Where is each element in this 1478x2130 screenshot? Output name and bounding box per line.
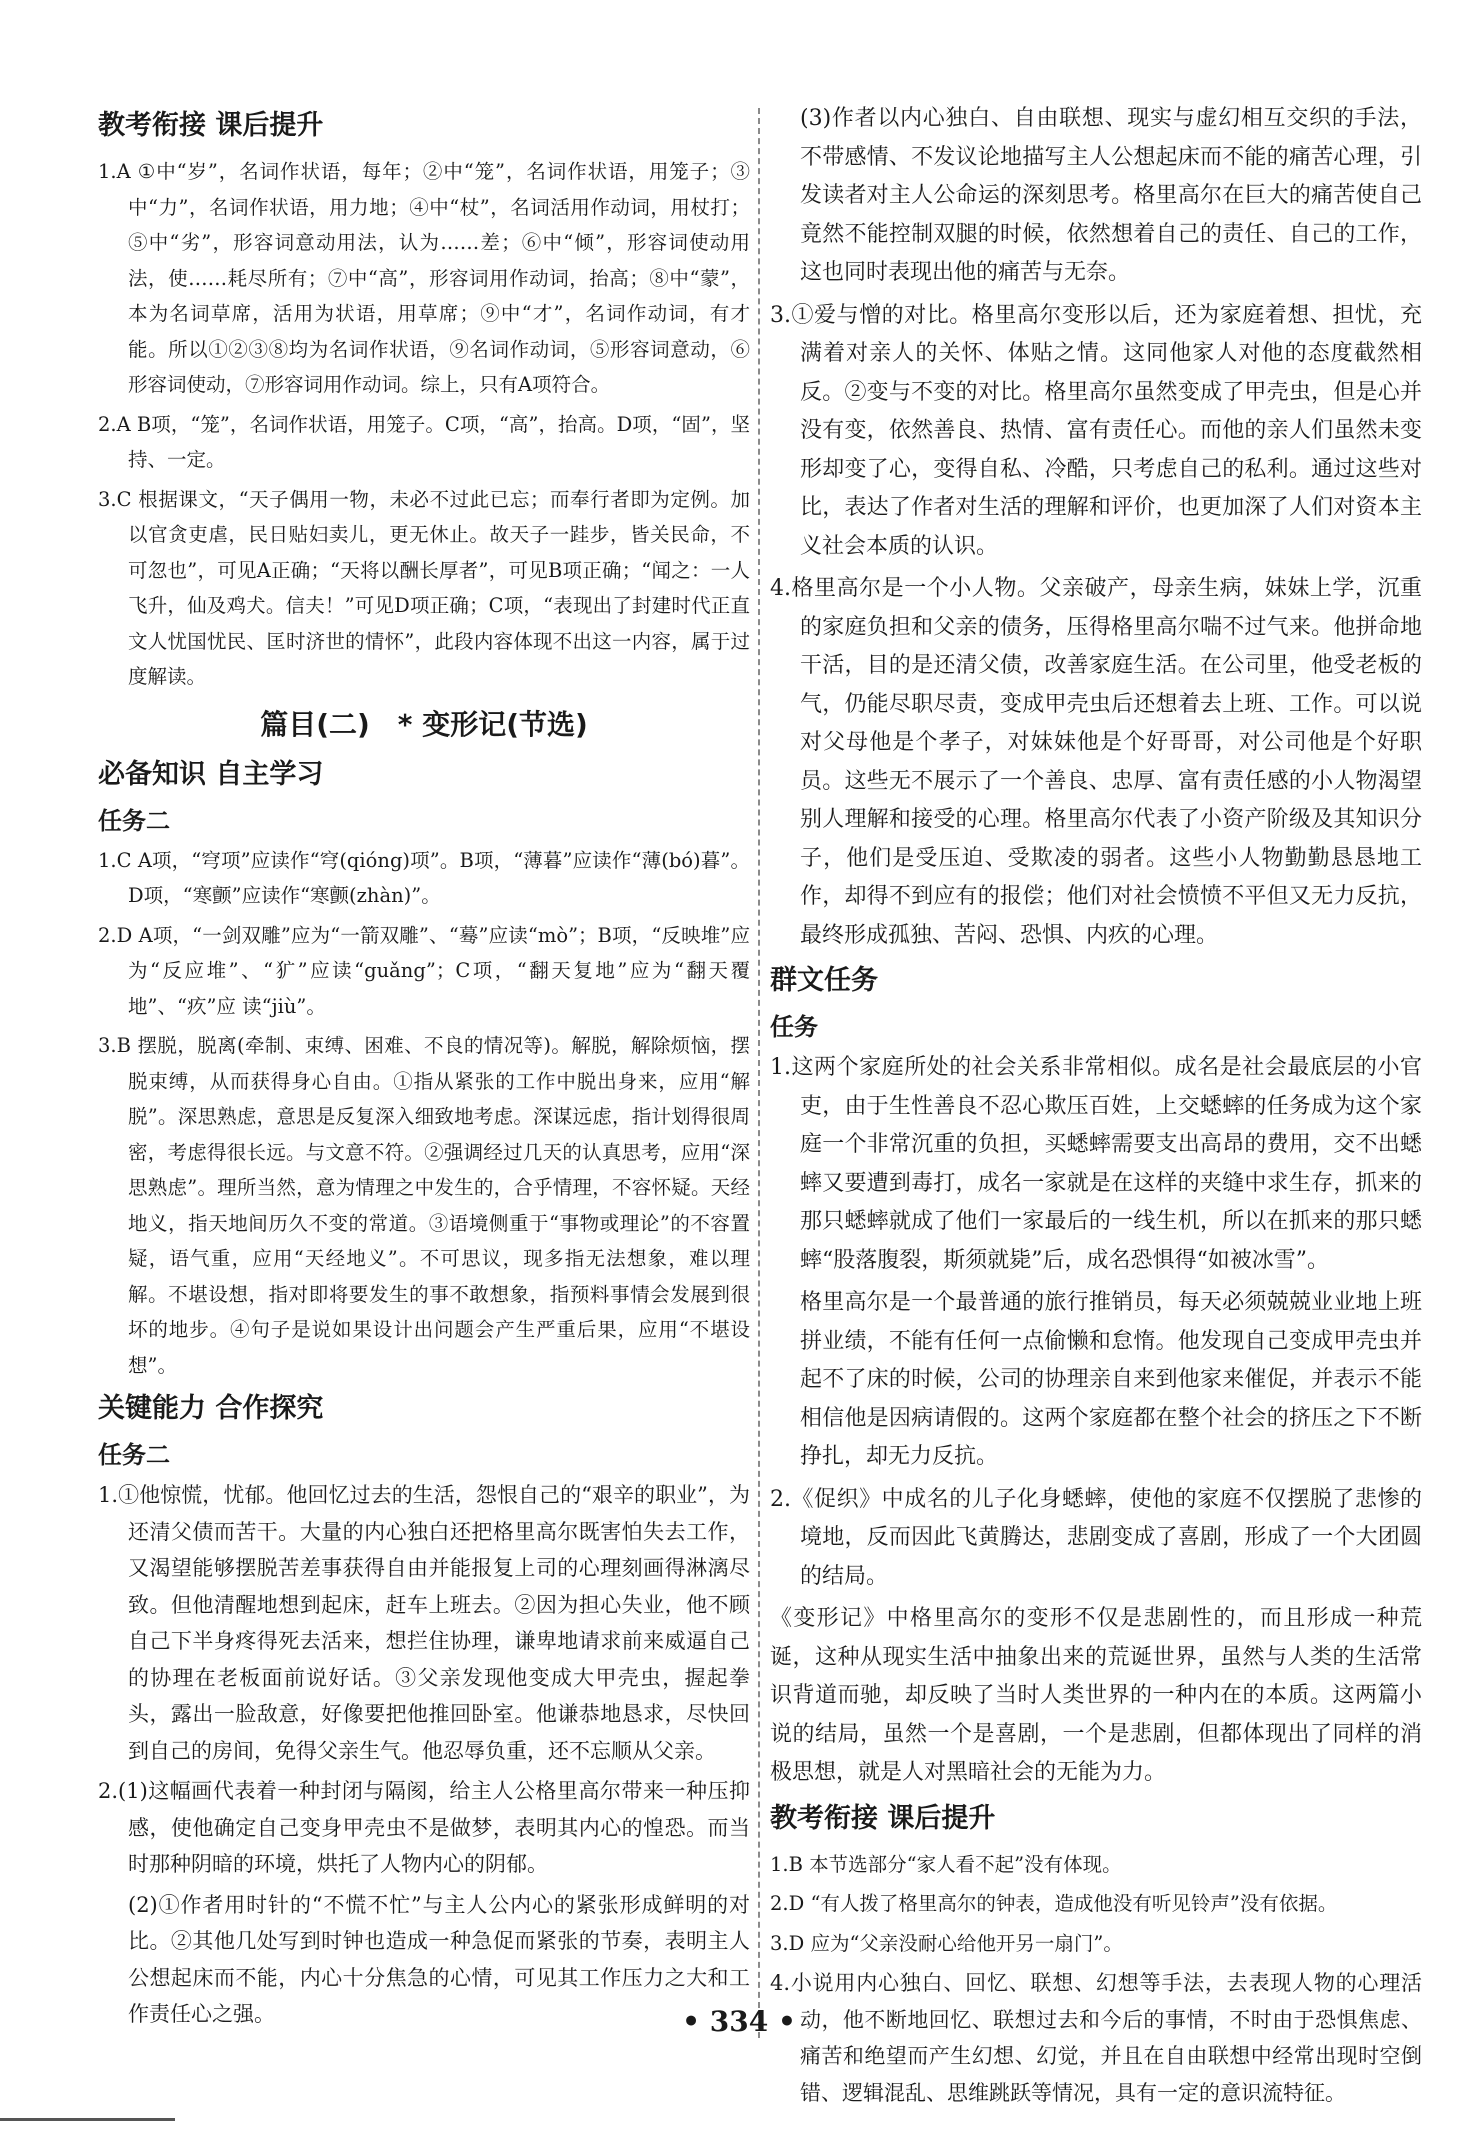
page-number: • 334 • xyxy=(682,2005,796,2038)
answer-paragraph: 《变形记》中格里高尔的变形不仅是悲剧性的，而且形成一种荒诞，这种从现实生活中抽象出来的荒诞世界，虽然与人类的生活常识背道而驰，却反映了当时人类世界的一种内在的本质。这两篇小说的结局，虽然一个是喜剧，一个是悲剧，但都体现出了同样的消极思想，就是人对黑暗社会的无能为力。 xyxy=(770,1606,1422,1785)
column-divider xyxy=(758,108,760,2038)
piece-title xyxy=(98,703,750,747)
section-title-group-task: 群文任务 xyxy=(770,965,878,996)
left-column xyxy=(98,100,750,2037)
answer-item: 1.A ①中“岁”，名词作状语，每年；②中“笼”，名词作状语，用笼子；③中“力”，名词作状语，用力地；④中“杖”，名词活用作动词，用杖打；⑤中“劣”，形容词意动用法，认为……差；⑥中“倾”，形容词使动用法，使……耗尽所有；⑦中“高”，形容词用作动词，抬高；⑧中“蒙”，本为名词草席，活用为状语，用草席；⑨中“才”，名词作动词，有才能。所以①②③⑧均为名词作状语，⑨名词作动词，⑤形容词意动，⑥形容词使动，⑦形容词用作动词。综上，只有A项符合。 xyxy=(98,160,750,396)
section-title-lesson-extension: 教考衔接 课后提升 xyxy=(98,110,324,141)
answer-item: 2.(1)这幅画代表着一种封闭与隔阂，给主人公格里高尔带来一种压抑感，使他确定自己变身甲壳虫不是做梦，表明其内心的惶恐。而当时那种阴暗的环境，烘托了人物内心的阴郁。 xyxy=(98,1779,750,1876)
answer-paragraph: (2)①作者用时针的“不慌不忙”与主人公内心的紧张形成鲜明的对比。②其他几处写到时钟也造成一种急促而紧张的节奏，表明主人公想起床而不能，内心十分焦急的心情，可见其工作压力之大和工作责任心之强。 xyxy=(128,1892,750,2026)
task-label: 任务二 xyxy=(98,806,170,835)
task-label: 任务 xyxy=(770,1013,818,1041)
answer-item: 1.B 本节选部分“家人看不起”没有体现。 xyxy=(770,1852,1122,1876)
answer-item: 1.C A项，“穹项”应读作“穹(qióng)项”。B项，“薄暮”应读作“薄(bó)暮”。D项，“寒颤”应读作“寒颤(zhàn)”。 xyxy=(98,848,750,907)
answer-item: 3.B 摆脱，脱离(牵制、束缚、困难、不良的情况等)。解脱，解除烦恼，摆脱束缚，从而获得身心自由。①指从紧张的工作中脱出身来，应用“解脱”。深思熟虑，意思是反复深入细致地考虑。深谋远虑，指计划得很周密，考虑得很长远。与文意不符。②强调经过几天的认真思考，应用“深思熟虑”。理所当然，意为情理之中发生的，合乎情理，不容怀疑。天经地义，指天地间历久不变的常道。③语境侧重于“事物或理论”的不容置疑，语气重，应用“天经地义”。不可思议，现多指无法想象，难以理解。不堪设想，指对即将要发生的事不敢想象，指预料事情会发展到很坏的地步。④句子是说如果设计出问题会产生严重后果，应用“不堪设想”。 xyxy=(98,1034,750,1377)
footer-rule xyxy=(0,2118,175,2121)
answer-item: 2.D “有人拨了格里高尔的钟表，造成他没有听见铃声”没有依据。 xyxy=(770,1892,1338,1915)
piece-label: 篇目(二) xyxy=(260,707,370,741)
answer-item: 3.①爱与憎的对比。格里高尔变形以后，还为家庭着想、担忧，充满着对亲人的关怀、体贴之情。这同他家人对他的态度截然相反。②变与不变的对比。格里高尔虽然变成了甲壳虫，但是心并没有变，依然善良、热情、富有责任心。而他的亲人们虽然未变形却变了心，变得自私、冷酷，只考虑自己的私利。通过这些对比，表达了作者对生活的理解和评价，也更加深了人们对资本主义社会本质的认识。 xyxy=(770,302,1422,559)
task-label: 任务二 xyxy=(98,1441,170,1469)
section-title-key-ability: 关键能力 合作探究 xyxy=(98,1393,324,1424)
answer-item: 4.小说用内心独白、回忆、联想、幻想等手法，去表现人物的心理活动，他不断地回忆、联想过去和今后的事情，不时由于恐惧焦虑、痛苦和绝望而产生幻想、幻觉，并且在自由联想中经常出现时空倒错、逻辑混乱、思维跳跃等情况，具有一定的意识流特征。 xyxy=(770,1971,1422,2105)
piece-name: * 变形记(节选) xyxy=(397,707,588,741)
section-title-lesson-extension-2: 教考衔接 课后提升 xyxy=(770,1802,996,1834)
answer-item: 3.D 应为“父亲没耐心给他开另一扇门”。 xyxy=(770,1931,1123,1955)
right-column xyxy=(770,100,1422,2115)
answer-item: 3.C 根据课文，“天子偶用一物，未必不过此已忘；而奉行者即为定例。加以官贪吏虐，民日贴妇卖儿，更无休止。故天子一跬步，皆关民命，不可忽也”，可见A正确；“天将以酬长厚者”，可见B项正确；“闻之：一人飞升，仙及鸡犬。信夫！”可见D项正确；C项，“表现出了封建时代正直文人忧国忧民、匡时济世的情怀”，此段内容体现不出这一内容，属于过度解读。 xyxy=(98,487,750,688)
section-title-basic-knowledge: 必备知识 自主学习 xyxy=(98,758,324,790)
answer-paragraph: 格里高尔是一个最普通的旅行推销员，每天必须兢兢业业地上班拼业绩，不能有任何一点偷懒和怠惰。他发现自己变成甲壳虫并起不了床的时候，公司的协理亲自来到他家来催促，并表示不能相信他是因病请假的。这两个家庭都在整个社会的挤压之下不断挣扎，却无力反抗。 xyxy=(800,1290,1422,1469)
answer-item: 1.①他惊慌，忧郁。他回忆过去的生活，怨恨自己的“艰辛的职业”，为还清父债而苦干。大量的内心独白还把格里高尔既害怕失去工作，又渴望能够摆脱苦差事获得自由并能报复上司的心理刻画得淋漓尽致。但他清醒地想到起床，赶车上班去。②因为担心失业，他不顾自己下半身疼得死去活来，想拦住协理，谦卑地请求前来威逼自己的协理在老板面前说好话。③父亲发现他变成大甲壳虫，握起拳头，露出一脸敌意，好像要把他推回卧室。他谦恭地恳求，尽快回到自己的房间，免得父亲生气。他忍辱负重，还不忘顺从父亲。 xyxy=(98,1483,750,1763)
answer-paragraph: (3)作者以内心独白、自由联想、现实与虚幻相互交织的手法，不带感情、不发议论地描写主人公想起床而不能的痛苦心理，引发读者对主人公命运的深刻思考。格里高尔在巨大的痛苦使自己竟然不能控制双腿的时候，依然想着自己的责任、自己的工作，这也同时表现出他的痛苦与无奈。 xyxy=(800,106,1422,285)
answer-item: 4.格里高尔是一个小人物。父亲破产，母亲生病，妹妹上学，沉重的家庭负担和父亲的债务，压得格里高尔喘不过气来。他拼命地干活，目的是还清父债，改善家庭生活。在公司里，他受老板的气，仍能尽职尽责，变成甲壳虫后还想着去上班、工作。可以说对父母他是个孝子，对妹妹他是个好哥哥，对公司他是个好职员。这些无不展示了一个善良、忠厚、富有责任感的小人物渴望别人理解和接受的心理。格里高尔代表了小资产阶级及其知识分子，他们是受压迫、受欺凌的弱者。这些小人物勤勤恳恳地工作，却得不到应有的报偿；他们对社会愤愤不平但又无力反抗，最终形成孤独、苦闷、恐惧、内疚的心理。 xyxy=(770,576,1422,948)
answer-item: 1.这两个家庭所处的社会关系非常相似。成名是社会最底层的小官吏，由于生性善良不忍心欺压百姓，上交蟋蟀的任务成为这个家庭一个非常沉重的负担，买蟋蟀需要支出高昂的费用，交不出蟋蟀又要遭到毒打，成名一家就是在这样的夹缝中求生存，抓来的那只蟋蟀就成了他们一家最后的一线生机，所以在抓来的那只蟋蟀“股落腹裂，斯须就毙”后，成名恐惧得“如被冰雪”。 xyxy=(770,1055,1422,1273)
answer-item: 2.A B项，“笼”，名词作状语，用笼子。C项，“高”，抬高。D项，“固”，坚持、一定。 xyxy=(98,412,750,471)
answer-item: 2.《促织》中成名的儿子化身蟋蟀，使他的家庭不仅摆脱了悲惨的境地，反而因此飞黄腾达，悲剧变成了喜剧，形成了一个大团圆的结局。 xyxy=(770,1486,1422,1589)
answer-item: 2.D A项，“一剑双雕”应为“一箭双雕”、“蓦”应读“mò”；B项，“反映堆”应为“反应堆”、“犷”应读“guǎng”；C项，“翻天复地”应为“翻天覆地”、“疚”应 读“jiù”。 xyxy=(98,923,750,1018)
